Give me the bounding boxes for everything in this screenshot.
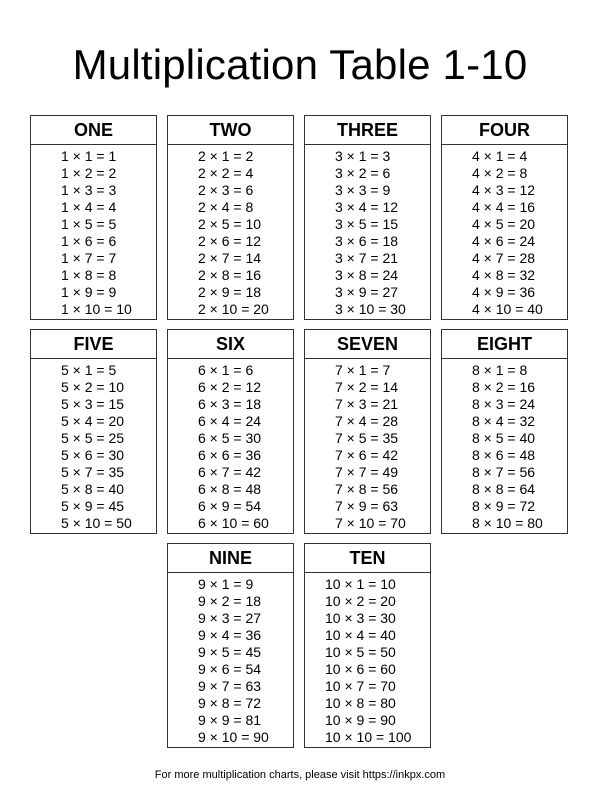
table-row: 3 × 5 = 15 <box>335 216 399 232</box>
table-two <box>167 115 294 320</box>
table-row: 2 × 2 = 4 <box>198 165 254 181</box>
table-row: 5 × 9 = 45 <box>61 498 125 514</box>
table-row: 5 × 10 = 50 <box>61 515 132 531</box>
table-heading: NINE <box>168 544 293 573</box>
table-row: 6 × 8 = 48 <box>198 481 262 497</box>
table-row: 4 × 2 = 8 <box>472 165 528 181</box>
table-row: 2 × 3 = 6 <box>198 182 254 198</box>
table-row: 10 × 1 = 10 <box>325 576 396 592</box>
table-row: 10 × 9 = 90 <box>325 712 396 728</box>
table-rows <box>31 145 156 318</box>
table-one <box>30 115 157 320</box>
table-row: 6 × 5 = 30 <box>198 430 262 446</box>
table-rows <box>442 145 567 318</box>
table-row: 2 × 4 = 8 <box>198 199 254 215</box>
table-row: 4 × 10 = 40 <box>472 301 543 317</box>
table-five <box>30 329 157 534</box>
table-rows <box>305 573 430 746</box>
table-row: 4 × 3 = 12 <box>472 182 536 198</box>
table-row: 8 × 8 = 64 <box>472 481 536 497</box>
table-row: 9 × 9 = 81 <box>198 712 262 728</box>
table-three <box>304 115 431 320</box>
table-row: 6 × 6 = 36 <box>198 447 262 463</box>
table-row: 3 × 7 = 21 <box>335 250 399 266</box>
table-row: 10 × 6 = 60 <box>325 661 396 677</box>
table-row: 4 × 4 = 16 <box>472 199 536 215</box>
table-row: 4 × 7 = 28 <box>472 250 536 266</box>
table-row: 2 × 7 = 14 <box>198 250 262 266</box>
table-row: 5 × 2 = 10 <box>61 379 125 395</box>
table-heading: EIGHT <box>442 330 567 359</box>
table-row: 1 × 1 = 1 <box>61 148 117 164</box>
table-heading: TWO <box>168 116 293 145</box>
table-row: 10 × 3 = 30 <box>325 610 396 626</box>
table-row: 9 × 6 = 54 <box>198 661 262 677</box>
table-row: 6 × 4 = 24 <box>198 413 262 429</box>
table-row: 10 × 7 = 70 <box>325 678 396 694</box>
table-rows <box>168 359 293 532</box>
table-row: 7 × 4 = 28 <box>335 413 399 429</box>
table-row: 6 × 9 = 54 <box>198 498 262 514</box>
table-row: 5 × 6 = 30 <box>61 447 125 463</box>
table-row: 3 × 10 = 30 <box>335 301 406 317</box>
table-row: 10 × 8 = 80 <box>325 695 396 711</box>
table-row: 3 × 8 = 24 <box>335 267 399 283</box>
table-row: 8 × 10 = 80 <box>472 515 543 531</box>
table-row: 4 × 8 = 32 <box>472 267 536 283</box>
table-row: 8 × 3 = 24 <box>472 396 536 412</box>
table-six <box>167 329 294 534</box>
table-heading: THREE <box>305 116 430 145</box>
table-row: 3 × 4 = 12 <box>335 199 399 215</box>
table-row: 3 × 6 = 18 <box>335 233 399 249</box>
table-row: 9 × 7 = 63 <box>198 678 262 694</box>
table-row: 7 × 3 = 21 <box>335 396 399 412</box>
table-row: 1 × 10 = 10 <box>61 301 132 317</box>
table-row: 5 × 4 = 20 <box>61 413 125 429</box>
page-title: Multiplication Table 1-10 <box>72 41 528 88</box>
table-row: 2 × 10 = 20 <box>198 301 269 317</box>
table-row: 10 × 4 = 40 <box>325 627 396 643</box>
table-four <box>441 115 568 320</box>
table-heading: TEN <box>305 544 430 573</box>
table-row: 1 × 4 = 4 <box>61 199 117 215</box>
table-row: 10 × 10 = 100 <box>325 729 412 745</box>
table-row: 9 × 2 = 18 <box>198 593 262 609</box>
table-row: 8 × 5 = 40 <box>472 430 536 446</box>
table-row: 7 × 1 = 7 <box>335 362 391 378</box>
table-row: 2 × 8 = 16 <box>198 267 262 283</box>
table-ten <box>304 543 431 748</box>
table-row: 5 × 3 = 15 <box>61 396 125 412</box>
table-seven <box>304 329 431 534</box>
table-row: 8 × 6 = 48 <box>472 447 536 463</box>
table-row: 7 × 7 = 49 <box>335 464 399 480</box>
table-rows <box>442 359 567 532</box>
table-row: 2 × 9 = 18 <box>198 284 262 300</box>
table-row: 8 × 4 = 32 <box>472 413 536 429</box>
table-row: 4 × 6 = 24 <box>472 233 536 249</box>
table-row: 3 × 3 = 9 <box>335 182 391 198</box>
table-row: 3 × 1 = 3 <box>335 148 391 164</box>
table-row: 8 × 7 = 56 <box>472 464 536 480</box>
table-row: 6 × 10 = 60 <box>198 515 269 531</box>
table-row: 9 × 8 = 72 <box>198 695 262 711</box>
table-row: 6 × 2 = 12 <box>198 379 262 395</box>
table-row: 5 × 5 = 25 <box>61 430 125 446</box>
table-row: 4 × 5 = 20 <box>472 216 536 232</box>
table-row: 7 × 5 = 35 <box>335 430 399 446</box>
table-row: 9 × 5 = 45 <box>198 644 262 660</box>
table-rows <box>305 145 430 318</box>
table-row: 7 × 9 = 63 <box>335 498 399 514</box>
table-row: 8 × 9 = 72 <box>472 498 536 514</box>
table-row: 3 × 2 = 6 <box>335 165 391 181</box>
footer-note: For more multiplication charts, please visit https://inkpx.com <box>154 769 446 781</box>
table-rows <box>31 359 156 532</box>
table-row: 5 × 7 = 35 <box>61 464 125 480</box>
table-row: 6 × 7 = 42 <box>198 464 262 480</box>
table-eight <box>441 329 568 534</box>
table-row: 8 × 1 = 8 <box>472 362 528 378</box>
table-heading: ONE <box>31 116 156 145</box>
table-row: 10 × 5 = 50 <box>325 644 396 660</box>
table-heading: FOUR <box>442 116 567 145</box>
table-row: 9 × 10 = 90 <box>198 729 269 745</box>
table-row: 7 × 6 = 42 <box>335 447 399 463</box>
table-heading: SEVEN <box>305 330 430 359</box>
table-row: 1 × 6 = 6 <box>61 233 117 249</box>
table-rows <box>168 145 293 318</box>
table-row: 1 × 5 = 5 <box>61 216 117 232</box>
table-rows <box>168 573 293 746</box>
table-row: 3 × 9 = 27 <box>335 284 399 300</box>
table-row: 9 × 3 = 27 <box>198 610 262 626</box>
table-row: 6 × 3 = 18 <box>198 396 262 412</box>
table-row: 8 × 2 = 16 <box>472 379 536 395</box>
table-row: 5 × 1 = 5 <box>61 362 117 378</box>
table-row: 10 × 2 = 20 <box>325 593 396 609</box>
table-row: 7 × 8 = 56 <box>335 481 399 497</box>
table-row: 9 × 4 = 36 <box>198 627 262 643</box>
table-rows <box>305 359 430 532</box>
table-row: 2 × 5 = 10 <box>198 216 262 232</box>
table-row: 1 × 9 = 9 <box>61 284 117 300</box>
table-row: 1 × 3 = 3 <box>61 182 117 198</box>
table-row: 2 × 1 = 2 <box>198 148 254 164</box>
table-row: 1 × 8 = 8 <box>61 267 117 283</box>
table-heading: FIVE <box>31 330 156 359</box>
table-row: 6 × 1 = 6 <box>198 362 254 378</box>
table-row: 4 × 1 = 4 <box>472 148 528 164</box>
table-heading: SIX <box>168 330 293 359</box>
table-row: 7 × 10 = 70 <box>335 515 406 531</box>
table-row: 4 × 9 = 36 <box>472 284 536 300</box>
table-row: 1 × 2 = 2 <box>61 165 117 181</box>
table-row: 1 × 7 = 7 <box>61 250 117 266</box>
table-row: 9 × 1 = 9 <box>198 576 254 592</box>
table-row: 5 × 8 = 40 <box>61 481 125 497</box>
table-nine <box>167 543 294 748</box>
table-row: 7 × 2 = 14 <box>335 379 399 395</box>
table-row: 2 × 6 = 12 <box>198 233 262 249</box>
